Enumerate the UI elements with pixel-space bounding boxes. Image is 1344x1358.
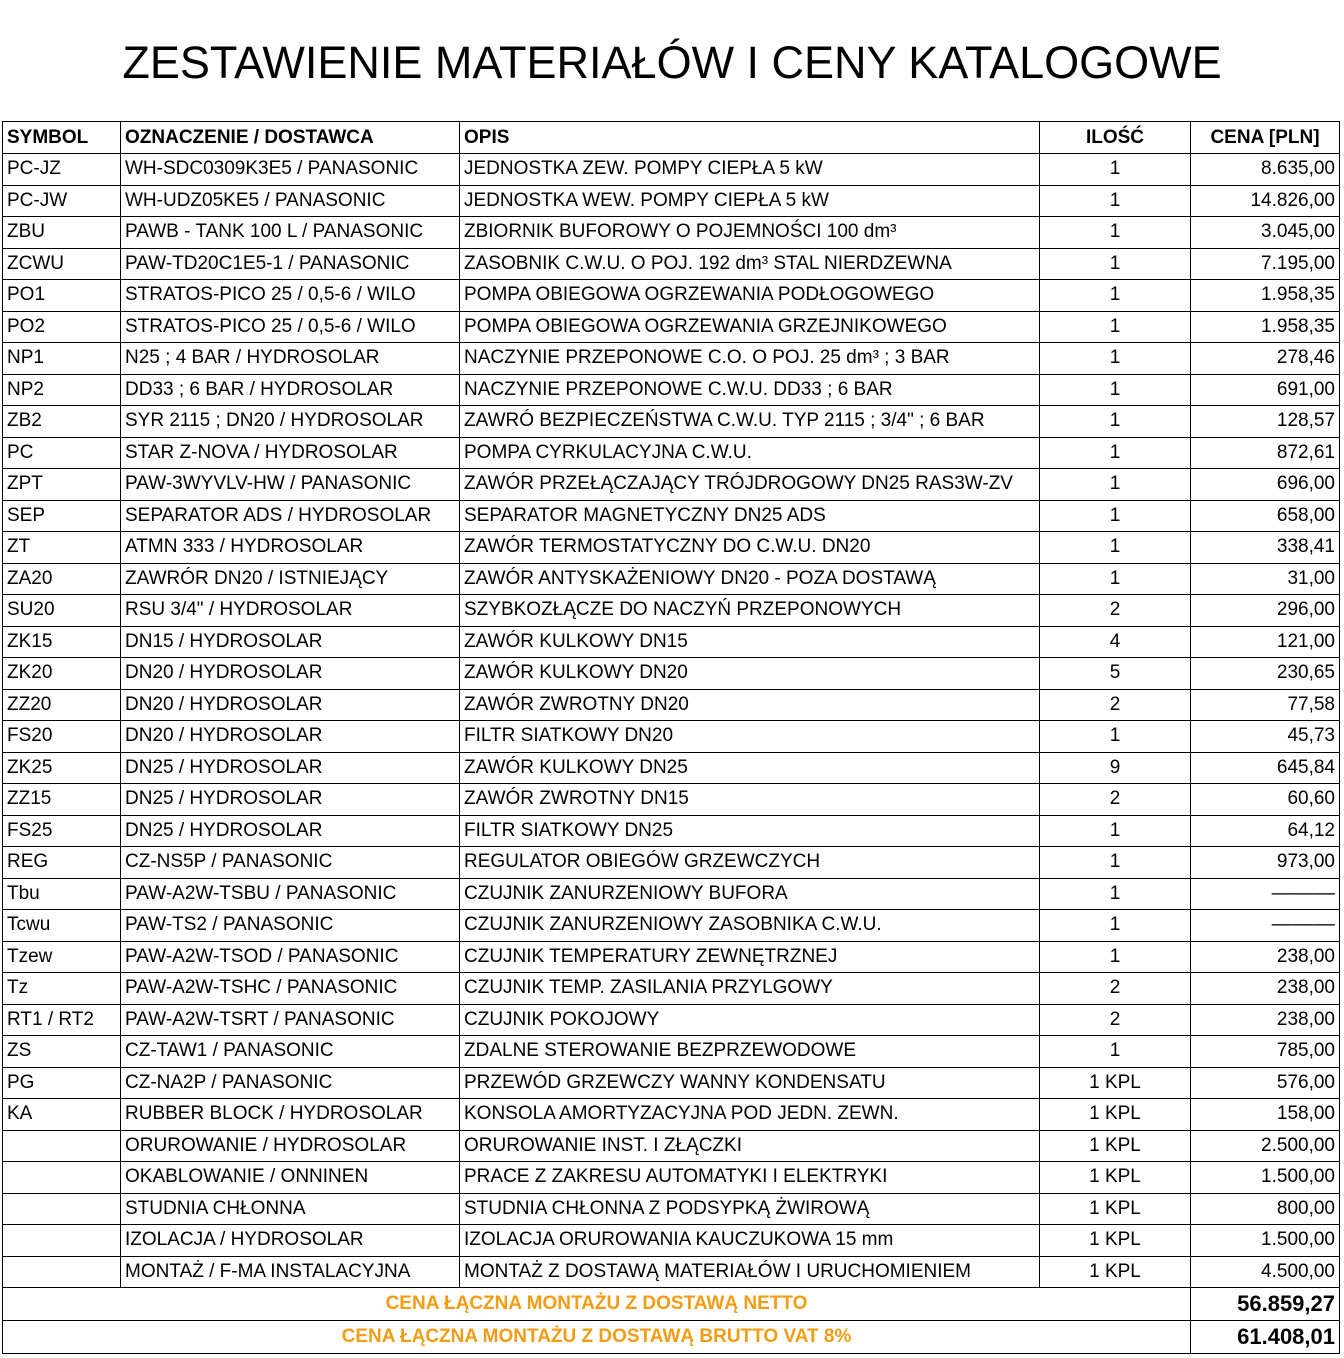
cell-cena: 338,41 (1191, 532, 1340, 564)
cell-opis: MONTAŻ Z DOSTAWĄ MATERIAŁÓW I URUCHOMIENIEM (460, 1256, 1040, 1288)
table-row (3, 784, 1340, 816)
table-row (3, 563, 1340, 595)
table-row (3, 280, 1340, 312)
cell-opis: REGULATOR OBIEGÓW GRZEWCZYCH (460, 847, 1040, 879)
cell-opis: ZAWRÓ BEZPIECZEŃSTWA C.W.U. TYP 2115 ; 3/4" ; 6 BAR (460, 406, 1040, 438)
cell-opis: ZAWÓR ANTYSKAŻENIOWY DN20 - POZA DOSTAWĄ (460, 563, 1040, 595)
cell-symbol: PG (3, 1067, 121, 1099)
cell-oznaczenie: STUDNIA CHŁONNA (121, 1193, 460, 1225)
table-row (3, 248, 1340, 280)
cell-cena: 1.958,35 (1191, 311, 1340, 343)
table-row (3, 500, 1340, 532)
cell-ilosc: 1 (1040, 847, 1191, 879)
table-row (3, 437, 1340, 469)
cell-cena: 77,58 (1191, 689, 1340, 721)
cell-ilosc: 1 KPL (1040, 1162, 1191, 1194)
cell-symbol: PO2 (3, 311, 121, 343)
cell-cena: 8.635,00 (1191, 154, 1340, 186)
cell-opis: POMPA CYRKULACYJNA C.W.U. (460, 437, 1040, 469)
table-row (3, 1130, 1340, 1162)
cell-symbol: Tcwu (3, 910, 121, 942)
cell-symbol: ZS (3, 1036, 121, 1068)
cell-opis: CZUJNIK ZANURZENIOWY ZASOBNIKA C.W.U. (460, 910, 1040, 942)
cell-symbol: ZZ20 (3, 689, 121, 721)
cell-opis: CZUJNIK ZANURZENIOWY BUFORA (460, 878, 1040, 910)
table-row (3, 374, 1340, 406)
cell-opis: ZAWÓR PRZEŁĄCZAJĄCY TRÓJDROGOWY DN25 RAS3W-ZV (460, 469, 1040, 501)
cell-oznaczenie: SYR 2115 ; DN20 / HYDROSOLAR (121, 406, 460, 438)
cell-symbol: ZK15 (3, 626, 121, 658)
cell-cena: 2.500,00 (1191, 1130, 1340, 1162)
cell-ilosc: 2 (1040, 973, 1191, 1005)
table-row (3, 217, 1340, 249)
materials-table (2, 121, 1340, 1354)
cell-cena: 3.045,00 (1191, 217, 1340, 249)
cell-oznaczenie: STRATOS-PICO 25 / 0,5-6 / WILO (121, 311, 460, 343)
cell-ilosc: 1 (1040, 280, 1191, 312)
cell-cena: 691,00 (1191, 374, 1340, 406)
cell-opis: ZDALNE STEROWANIE BEZPRZEWODOWE (460, 1036, 1040, 1068)
cell-opis: JEDNOSTKA WEW. POMPY CIEPŁA 5 kW (460, 185, 1040, 217)
cell-ilosc: 1 (1040, 941, 1191, 973)
cell-symbol: SEP (3, 500, 121, 532)
cell-symbol: KA (3, 1099, 121, 1131)
cell-symbol: Tbu (3, 878, 121, 910)
table-row (3, 595, 1340, 627)
cell-symbol (3, 1193, 121, 1225)
cell-oznaczenie: SEPARATOR ADS / HYDROSOLAR (121, 500, 460, 532)
cell-opis: KONSOLA AMORTYZACYJNA POD JEDN. ZEWN. (460, 1099, 1040, 1131)
cell-symbol: ZA20 (3, 563, 121, 595)
cell-opis: ZASOBNIK C.W.U. O POJ. 192 dm³ STAL NIERDZEWNA (460, 248, 1040, 280)
cell-cena: 785,00 (1191, 1036, 1340, 1068)
table-row (3, 1225, 1340, 1257)
table-row (3, 689, 1340, 721)
cell-cena: 60,60 (1191, 784, 1340, 816)
table-row (3, 878, 1340, 910)
cell-symbol: PC-JW (3, 185, 121, 217)
cell-symbol: ZBU (3, 217, 121, 249)
cell-cena: –––––– (1191, 910, 1340, 942)
cell-cena: 658,00 (1191, 500, 1340, 532)
cell-opis: FILTR SIATKOWY DN25 (460, 815, 1040, 847)
cell-oznaczenie: STRATOS-PICO 25 / 0,5-6 / WILO (121, 280, 460, 312)
header-oznaczenie: OZNACZENIE / DOSTAWCA (121, 122, 460, 154)
cell-cena: 696,00 (1191, 469, 1340, 501)
cell-opis: CZUJNIK TEMP. ZASILANIA PRZYLGOWY (460, 973, 1040, 1005)
total-row (3, 1321, 1340, 1354)
cell-oznaczenie: DN25 / HYDROSOLAR (121, 784, 460, 816)
cell-ilosc: 1 (1040, 500, 1191, 532)
cell-symbol (3, 1256, 121, 1288)
cell-cena: 4.500,00 (1191, 1256, 1340, 1288)
cell-oznaczenie: ATMN 333 / HYDROSOLAR (121, 532, 460, 564)
cell-cena: 238,00 (1191, 1004, 1340, 1036)
table-row (3, 1099, 1340, 1131)
cell-symbol: PO1 (3, 280, 121, 312)
cell-ilosc: 2 (1040, 595, 1191, 627)
cell-ilosc: 1 (1040, 154, 1191, 186)
cell-oznaczenie: PAWB - TANK 100 L / PANASONIC (121, 217, 460, 249)
cell-cena: 121,00 (1191, 626, 1340, 658)
table-row (3, 1036, 1340, 1068)
cell-symbol (3, 1130, 121, 1162)
cell-symbol: ZZ15 (3, 784, 121, 816)
cell-ilosc: 1 (1040, 1036, 1191, 1068)
cell-ilosc: 1 KPL (1040, 1130, 1191, 1162)
cell-cena: 14.826,00 (1191, 185, 1340, 217)
cell-cena: 7.195,00 (1191, 248, 1340, 280)
cell-opis: ORUROWANIE INST. I ZŁĄCZKI (460, 1130, 1040, 1162)
cell-symbol: PC-JZ (3, 154, 121, 186)
cell-oznaczenie: PAW-TD20C1E5-1 / PANASONIC (121, 248, 460, 280)
table-row (3, 941, 1340, 973)
table-row (3, 1256, 1340, 1288)
table-row (3, 311, 1340, 343)
cell-ilosc: 1 (1040, 248, 1191, 280)
cell-opis: ZAWÓR ZWROTNY DN20 (460, 689, 1040, 721)
cell-ilosc: 1 (1040, 910, 1191, 942)
cell-oznaczenie: CZ-NS5P / PANASONIC (121, 847, 460, 879)
cell-oznaczenie: PAW-3WYVLV-HW / PANASONIC (121, 469, 460, 501)
cell-opis: POMPA OBIEGOWA OGRZEWANIA GRZEJNIKOWEGO (460, 311, 1040, 343)
cell-cena: 645,84 (1191, 752, 1340, 784)
cell-ilosc: 5 (1040, 658, 1191, 690)
header-opis: OPIS (460, 122, 1040, 154)
cell-ilosc: 1 KPL (1040, 1067, 1191, 1099)
cell-symbol: NP2 (3, 374, 121, 406)
header-ilosc: ILOŚĆ (1040, 122, 1191, 154)
table-row (3, 626, 1340, 658)
cell-oznaczenie: ORUROWANIE / HYDROSOLAR (121, 1130, 460, 1162)
cell-opis: CZUJNIK TEMPERATURY ZEWNĘTRZNEJ (460, 941, 1040, 973)
cell-oznaczenie: ZAWRÓR DN20 / ISTNIEJĄCY (121, 563, 460, 595)
cell-symbol: ZPT (3, 469, 121, 501)
table-row (3, 721, 1340, 753)
cell-symbol: PC (3, 437, 121, 469)
cell-symbol: REG (3, 847, 121, 879)
cell-symbol (3, 1225, 121, 1257)
cell-cena: 1.958,35 (1191, 280, 1340, 312)
cell-cena: 973,00 (1191, 847, 1340, 879)
cell-cena: 800,00 (1191, 1193, 1340, 1225)
cell-ilosc: 2 (1040, 1004, 1191, 1036)
total-value: 61.408,01 (1191, 1321, 1340, 1354)
cell-opis: NACZYNIE PRZEPONOWE C.O. O POJ. 25 dm³ ; 3 BAR (460, 343, 1040, 375)
cell-ilosc: 1 KPL (1040, 1193, 1191, 1225)
cell-ilosc: 1 (1040, 532, 1191, 564)
cell-cena: –––––– (1191, 878, 1340, 910)
table-row (3, 1067, 1340, 1099)
total-label: CENA ŁĄCZNA MONTAŻU Z DOSTAWĄ BRUTTO VAT 8% (3, 1321, 1191, 1354)
cell-cena: 1.500,00 (1191, 1225, 1340, 1257)
cell-oznaczenie: PAW-A2W-TSBU / PANASONIC (121, 878, 460, 910)
table-row (3, 910, 1340, 942)
cell-oznaczenie: DN20 / HYDROSOLAR (121, 689, 460, 721)
page-title: ZESTAWIENIE MATERIAŁÓW I CENY KATALOGOWE (122, 37, 1222, 88)
cell-oznaczenie: CZ-NA2P / PANASONIC (121, 1067, 460, 1099)
cell-opis: POMPA OBIEGOWA OGRZEWANIA PODŁOGOWEGO (460, 280, 1040, 312)
cell-ilosc: 1 (1040, 469, 1191, 501)
cell-opis: NACZYNIE PRZEPONOWE C.W.U. DD33 ; 6 BAR (460, 374, 1040, 406)
cell-oznaczenie: DN25 / HYDROSOLAR (121, 752, 460, 784)
cell-ilosc: 1 (1040, 437, 1191, 469)
cell-cena: 872,61 (1191, 437, 1340, 469)
table-row (3, 658, 1340, 690)
cell-cena: 296,00 (1191, 595, 1340, 627)
total-value: 56.859,27 (1191, 1288, 1340, 1321)
cell-oznaczenie: DN20 / HYDROSOLAR (121, 721, 460, 753)
cell-oznaczenie: DN15 / HYDROSOLAR (121, 626, 460, 658)
cell-symbol: ZT (3, 532, 121, 564)
cell-oznaczenie: RUBBER BLOCK / HYDROSOLAR (121, 1099, 460, 1131)
cell-ilosc: 1 (1040, 217, 1191, 249)
cell-oznaczenie: CZ-TAW1 / PANASONIC (121, 1036, 460, 1068)
cell-ilosc: 1 KPL (1040, 1225, 1191, 1257)
cell-cena: 230,65 (1191, 658, 1340, 690)
cell-opis: FILTR SIATKOWY DN20 (460, 721, 1040, 753)
table-row (3, 1004, 1340, 1036)
table-row (3, 469, 1340, 501)
cell-opis: CZUJNIK POKOJOWY (460, 1004, 1040, 1036)
cell-ilosc: 1 (1040, 343, 1191, 375)
cell-cena: 158,00 (1191, 1099, 1340, 1131)
cell-cena: 128,57 (1191, 406, 1340, 438)
cell-opis: SEPARATOR MAGNETYCZNY DN25 ADS (460, 500, 1040, 532)
cell-opis: JEDNOSTKA ZEW. POMPY CIEPŁA 5 kW (460, 154, 1040, 186)
cell-ilosc: 2 (1040, 689, 1191, 721)
cell-ilosc: 1 (1040, 563, 1191, 595)
cell-oznaczenie: MONTAŻ / F-MA INSTALACYJNA (121, 1256, 460, 1288)
table-row (3, 973, 1340, 1005)
cell-opis: STUDNIA CHŁONNA Z PODSYPKĄ ŻWIROWĄ (460, 1193, 1040, 1225)
cell-symbol: SU20 (3, 595, 121, 627)
cell-opis: SZYBKOZŁĄCZE DO NACZYŃ PRZEPONOWYCH (460, 595, 1040, 627)
cell-oznaczenie: DN25 / HYDROSOLAR (121, 815, 460, 847)
cell-opis: PRACE Z ZAKRESU AUTOMATYKI I ELEKTRYKI (460, 1162, 1040, 1194)
cell-opis: ZAWÓR ZWROTNY DN15 (460, 784, 1040, 816)
cell-oznaczenie: DD33 ; 6 BAR / HYDROSOLAR (121, 374, 460, 406)
header-symbol: SYMBOL (3, 122, 121, 154)
table-row (3, 185, 1340, 217)
cell-symbol: FS25 (3, 815, 121, 847)
cell-opis: PRZEWÓD GRZEWCZY WANNY KONDENSATU (460, 1067, 1040, 1099)
table-header-row (3, 122, 1340, 154)
cell-opis: ZAWÓR KULKOWY DN25 (460, 752, 1040, 784)
cell-opis: ZAWÓR KULKOWY DN20 (460, 658, 1040, 690)
cell-ilosc: 4 (1040, 626, 1191, 658)
cell-symbol: ZB2 (3, 406, 121, 438)
cell-ilosc: 1 (1040, 374, 1191, 406)
table-row (3, 532, 1340, 564)
table-row (3, 847, 1340, 879)
cell-cena: 45,73 (1191, 721, 1340, 753)
table-row (3, 343, 1340, 375)
cell-symbol: NP1 (3, 343, 121, 375)
table-row (3, 406, 1340, 438)
cell-cena: 576,00 (1191, 1067, 1340, 1099)
table-row (3, 1193, 1340, 1225)
cell-oznaczenie: STAR Z-NOVA / HYDROSOLAR (121, 437, 460, 469)
cell-oznaczenie: PAW-A2W-TSOD / PANASONIC (121, 941, 460, 973)
cell-symbol: ZCWU (3, 248, 121, 280)
cell-symbol: FS20 (3, 721, 121, 753)
cell-ilosc: 1 KPL (1040, 1256, 1191, 1288)
cell-oznaczenie: RSU 3/4" / HYDROSOLAR (121, 595, 460, 627)
cell-cena: 238,00 (1191, 941, 1340, 973)
cell-symbol: Tzew (3, 941, 121, 973)
cell-oznaczenie: WH-SDC0309K3E5 / PANASONIC (121, 154, 460, 186)
table-row (3, 1162, 1340, 1194)
table-row (3, 815, 1340, 847)
table-body (3, 154, 1340, 1288)
cell-ilosc: 1 KPL (1040, 1099, 1191, 1131)
cell-oznaczenie: PAW-TS2 / PANASONIC (121, 910, 460, 942)
cell-opis: IZOLACJA ORUROWANIA KAUCZUKOWA 15 mm (460, 1225, 1040, 1257)
header-cena: CENA [PLN] (1191, 122, 1340, 154)
cell-oznaczenie: N25 ; 4 BAR / HYDROSOLAR (121, 343, 460, 375)
cell-symbol (3, 1162, 121, 1194)
cell-oznaczenie: DN20 / HYDROSOLAR (121, 658, 460, 690)
cell-symbol: ZK20 (3, 658, 121, 690)
cell-symbol: Tz (3, 973, 121, 1005)
total-label: CENA ŁĄCZNA MONTAŻU Z DOSTAWĄ NETTO (3, 1288, 1191, 1321)
cell-ilosc: 1 (1040, 721, 1191, 753)
cell-oznaczenie: IZOLACJA / HYDROSOLAR (121, 1225, 460, 1257)
cell-ilosc: 1 (1040, 878, 1191, 910)
cell-oznaczenie: PAW-A2W-TSRT / PANASONIC (121, 1004, 460, 1036)
table-row (3, 752, 1340, 784)
cell-ilosc: 1 (1040, 406, 1191, 438)
cell-oznaczenie: PAW-A2W-TSHC / PANASONIC (121, 973, 460, 1005)
cell-cena: 278,46 (1191, 343, 1340, 375)
cell-symbol: RT1 / RT2 (3, 1004, 121, 1036)
cell-ilosc: 1 (1040, 815, 1191, 847)
table-row (3, 154, 1340, 186)
cell-cena: 238,00 (1191, 973, 1340, 1005)
cell-opis: ZAWÓR TERMOSTATYCZNY DO C.W.U. DN20 (460, 532, 1040, 564)
cell-opis: ZBIORNIK BUFOROWY O POJEMNOŚCI 100 dm³ (460, 217, 1040, 249)
cell-ilosc: 9 (1040, 752, 1191, 784)
total-row (3, 1288, 1340, 1321)
cell-oznaczenie: WH-UDZ05KE5 / PANASONIC (121, 185, 460, 217)
cell-cena: 1.500,00 (1191, 1162, 1340, 1194)
cell-cena: 64,12 (1191, 815, 1340, 847)
cell-ilosc: 1 (1040, 311, 1191, 343)
cell-cena: 31,00 (1191, 563, 1340, 595)
cell-opis: ZAWÓR KULKOWY DN15 (460, 626, 1040, 658)
cell-oznaczenie: OKABLOWANIE / ONNINEN (121, 1162, 460, 1194)
totals-body (3, 1288, 1340, 1354)
cell-ilosc: 1 (1040, 185, 1191, 217)
cell-symbol: ZK25 (3, 752, 121, 784)
cell-ilosc: 2 (1040, 784, 1191, 816)
